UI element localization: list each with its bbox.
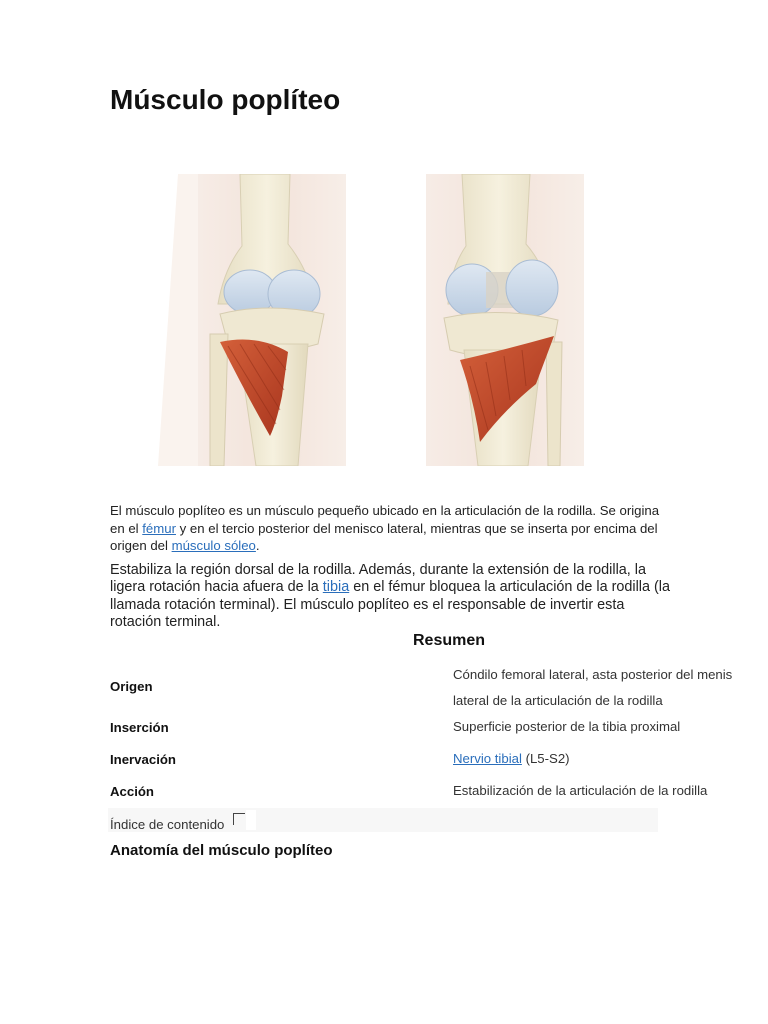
toc-divider <box>246 810 256 830</box>
insertion-value: Superficie posterior de la tibia proximal <box>453 719 681 734</box>
toc-label: Índice de contenido <box>110 817 225 832</box>
origin-value: Cóndilo femoral lateral, asta posterior del menis lateral de la articulación de la rodilla <box>453 667 733 708</box>
insertion-label: Inserción <box>110 720 169 735</box>
left-knee-view <box>158 174 346 466</box>
toc-toggle-icon[interactable] <box>233 813 245 825</box>
innervation-value: Nervio tibial (L5-S2) <box>453 751 570 766</box>
tibial-nerve-link[interactable]: Nervio tibial <box>453 751 522 766</box>
action-value: Estabilización de la articulación de la rodilla <box>453 783 708 798</box>
summary-title: Resumen <box>413 632 486 649</box>
innervation-label: Inervación <box>110 752 176 767</box>
section-heading: Anatomía del músculo poplíteo <box>110 842 333 859</box>
action-label: Acción <box>110 784 154 799</box>
page-title: Músculo poplíteo <box>110 84 341 115</box>
origin-label: Origen <box>110 679 153 694</box>
soleus-link[interactable]: músculo sóleo <box>171 538 256 553</box>
function-paragraph: Estabiliza la región dorsal de la rodilla. Además, durante la extensión de la rodilla, la ligera rotación hacia afuera de la tibia en el fémur bloquea la articulación de la rodilla (la llamada rotación terminal). El músculo poplíteo es el responsable de invertir esta rotación terminal. <box>110 562 670 630</box>
tibia-link[interactable]: tibia <box>322 579 350 596</box>
right-knee-view <box>426 174 584 466</box>
intro-paragraph: El músculo poplíteo es un músculo pequeño ubicado en la articulación de la rodilla. Se origina en el fémur y en el tercio posterior del menisco lateral, mientras que se inserta por encima del origen del músculo sóleo. <box>110 503 660 553</box>
femur-link[interactable]: fémur <box>142 520 176 536</box>
knee-anatomy-illustration <box>158 174 593 466</box>
